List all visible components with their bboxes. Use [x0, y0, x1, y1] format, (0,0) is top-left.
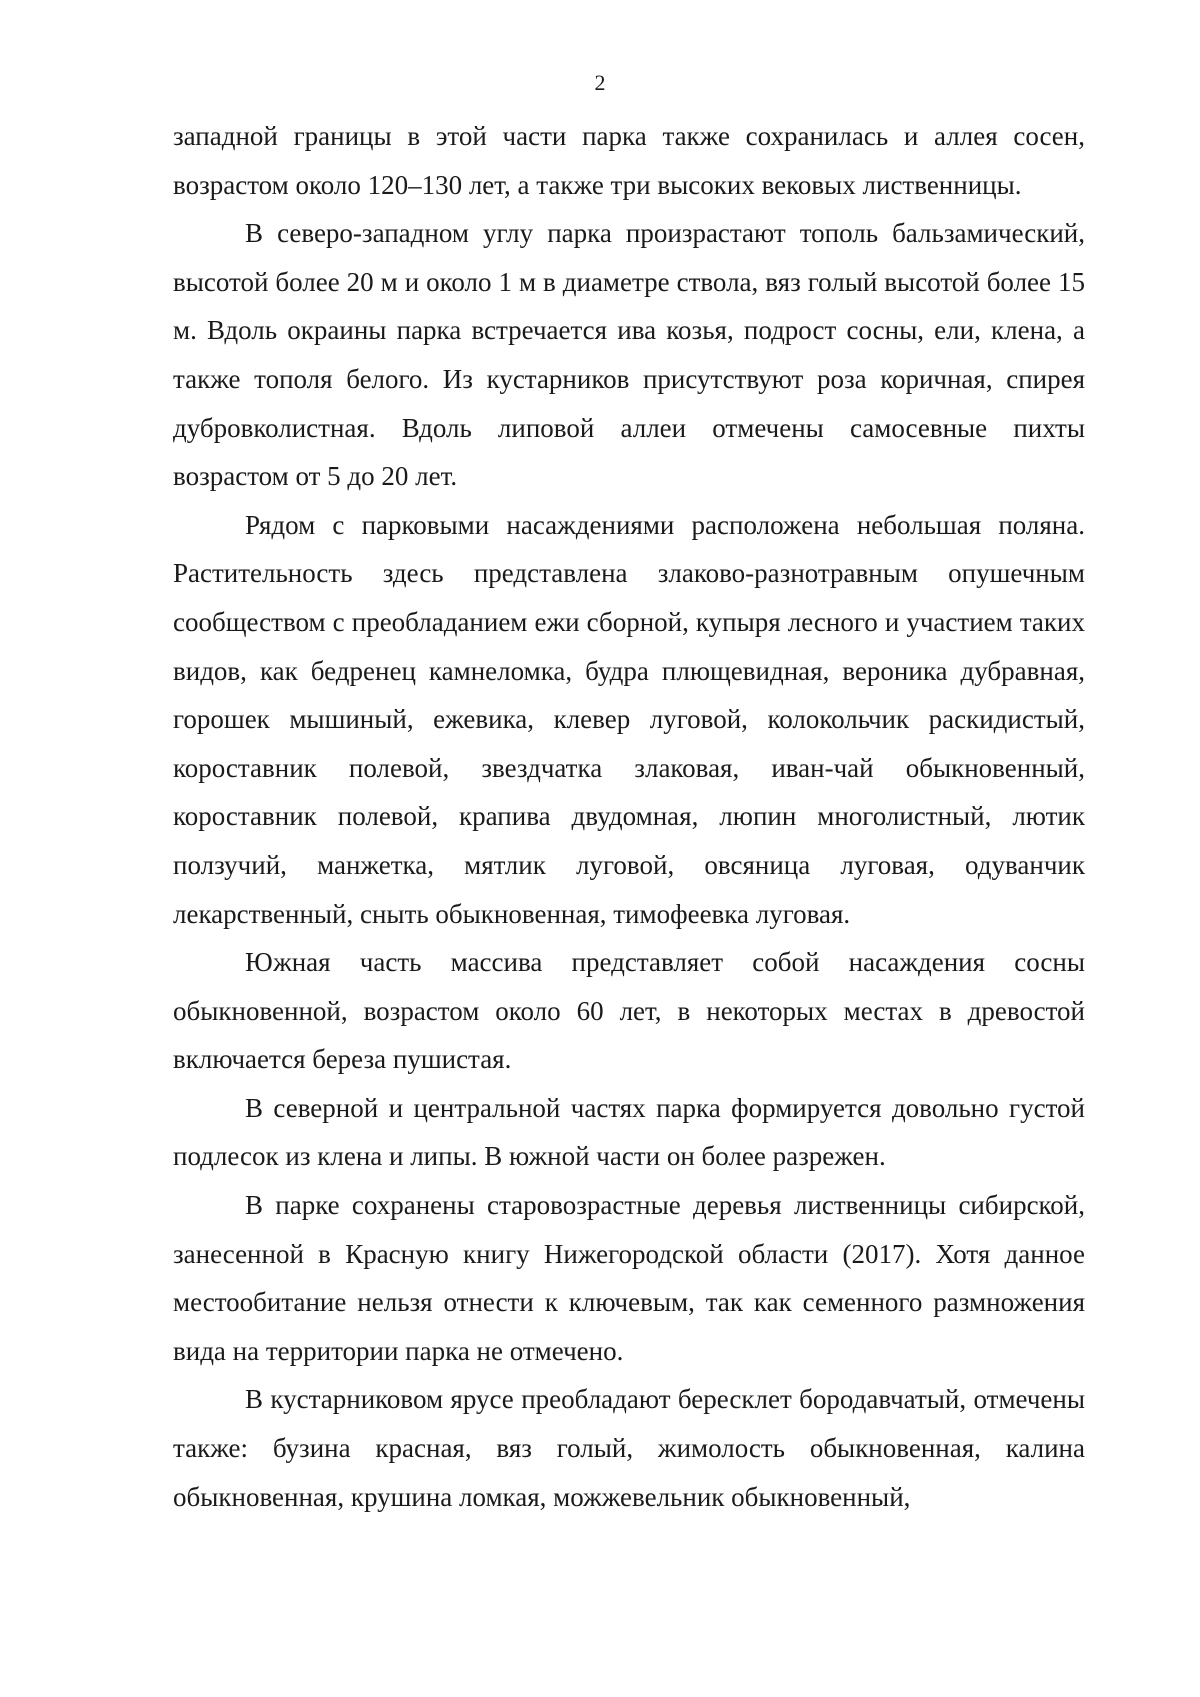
document-body	[173, 112, 1085, 1521]
paragraph-meadow: Рядом с парковыми насаждениями расположена небольшая поляна. Растительность здесь представлена злаково-разнотравным опушечным сообществом с преобладанием ежи сборной, купыря лесного и участием таких видов, как бедренец камнеломка, будра плющевидная, вероника дубравная, горошек мышиный, ежевика, клевер луговой, колокольчик раскидистый, короставник полевой, звездчатка злаковая, иван-чай обыкновенный, короставник полевой, крапива двудомная, люпин многолистный, лютик ползучий, манжетка, мятлик луговой, овсяница луговая, одуванчик лекарственный, сныть обыкновенная, тимофеевка луговая.	[173, 509, 1085, 929]
paragraph-southern-part: Южная часть массива представляет собой насаждения сосны обыкновенной, возрастом около 60 лет, в некоторых местах в древостой включается береза пушистая.	[173, 947, 1085, 1075]
paragraph-continued: западной границы в этой части парка также сохранилась и аллея сосен, возрастом около 120–130 лет, а также три высоких вековых лиственницы.	[173, 121, 1085, 200]
paragraph-larch: В парке сохранены старовозрастные деревья лиственницы сибирской, занесенной в Красную книгу Нижегородской области (2017). Хотя данное местообитание нельзя отнести к ключевым, так как семенного размножения вида на территории парка не отмечено.	[173, 1190, 1085, 1366]
paragraph-undergrowth: В северной и центральной частях парка формируется довольно густой подлесок из клена и липы. В южной части он более разрежен.	[173, 1092, 1085, 1172]
paragraph-northwest-corner: В северо-западном углу парка произрастают тополь бальзамический, высотой более 20 м и около 1 м в диаметре ствола, вяз голый высотой более 15 м. Вдоль окраины парка встречается ива козья, подрост сосны, ели, клена, а также тополя белого. Из кустарников присутствуют роза коричная, спирея дубровколистная. Вдоль липовой аллеи отмечены самосевные пихты возрастом от 5 до 20 лет.	[173, 218, 1085, 492]
page-number: 2	[594, 70, 606, 95]
paragraph-shrub-layer: В кустарниковом ярусе преобладают бересклет бородавчатый, отмечены также: бузина красная, вяз голый, жимолость обыкновенная, калина обыкновенная, крушина ломкая, можжевельник обыкновенный,	[173, 1384, 1085, 1512]
